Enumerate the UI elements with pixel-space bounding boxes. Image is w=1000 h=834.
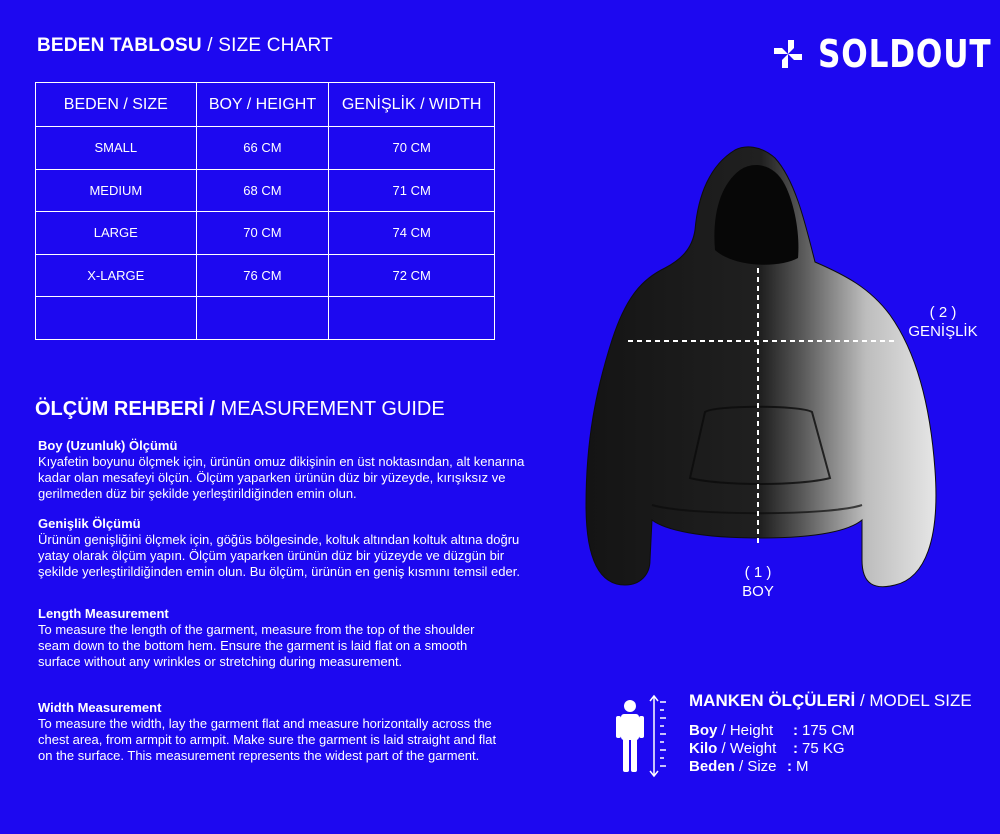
table-row	[36, 254, 495, 297]
guide-section-length-tr	[38, 438, 548, 502]
height-cell: 76 CM	[196, 254, 329, 297]
height-cell: 66 CM	[196, 127, 329, 170]
model-key-bold: Beden	[689, 758, 735, 775]
size-table	[35, 82, 495, 340]
model-key-light: / Height	[717, 722, 774, 739]
size-cell	[36, 297, 197, 340]
col-header-width: GENİŞLİK / WIDTH	[329, 83, 495, 127]
soldout-logo-icon	[770, 36, 806, 72]
length-label-text: BOY	[742, 583, 774, 600]
size-cell: SMALL	[36, 127, 197, 170]
title-bold: BEDEN TABLOSU	[37, 35, 202, 56]
guide-heading: Length Measurement	[38, 606, 169, 621]
width-cell	[329, 297, 495, 340]
guide-body: To measure the length of the garment, measure from the top of the shoulder seam down to the bottom hem. Ensure the garment is laid flat on a smooth surface without any wrinkles or stretching during measurement.	[38, 622, 475, 669]
title-light: / SIZE CHART	[201, 35, 333, 56]
model-row-size	[689, 758, 855, 776]
model-value: 175 CM	[802, 722, 855, 739]
width-label-num: ( 2 )	[929, 304, 957, 321]
width-label	[898, 303, 988, 341]
guide-body: Ürünün genişliğini ölçmek için, göğüs bölgesinde, koltuk altından koltuk altına doğru yatay olarak ölçüm yapın. Ölçüm yaparken ürünün düz bir yüzeyde ve düzgün bir şekilde yerleştirildiğinden emin olun. Bu ölçüm, ürünün en geniş kısmını temsil eder.	[38, 532, 520, 579]
height-cell: 70 CM	[196, 212, 329, 255]
guide-body: To measure the width, lay the garment flat and measure horizontally across the chest area, from armpit to armpit. Make sure the garment is laid straight and flat on the surface. This measurement represents the widest part of the garment.	[38, 716, 497, 763]
table-row	[36, 127, 495, 170]
guide-heading: Genişlik Ölçümü	[38, 516, 141, 531]
guide-body: Kıyafetin boyunu ölçmek için, ürünün omuz dikişinin en üst noktasından, alt kenarına kadar olan mesafeyi ölçün. Ölçüm yaparken ürünün düz bir yüzeyde, kırışıksız ve gerilmeden düz bir şekilde yerleştirildiğinden emin olun.	[38, 454, 525, 501]
model-size-list	[689, 722, 855, 776]
hoodie-illustration	[580, 140, 950, 600]
model-key-bold: Kilo	[689, 740, 718, 757]
model-row-height	[689, 722, 855, 740]
length-label	[718, 563, 798, 601]
size-cell: LARGE	[36, 212, 197, 255]
height-cell: 68 CM	[196, 169, 329, 212]
width-cell: 74 CM	[329, 212, 495, 255]
model-title-bold: MANKEN ÖLÇÜLERİ	[689, 691, 856, 710]
guide-title	[35, 398, 445, 421]
table-row-empty	[36, 297, 495, 340]
length-label-num: ( 1 )	[744, 564, 772, 581]
brand-wordmark: SOLDOUT	[818, 32, 992, 76]
size-cell: X-LARGE	[36, 254, 197, 297]
table-header-row	[36, 83, 495, 127]
size-cell: MEDIUM	[36, 169, 197, 212]
model-height-icon	[612, 692, 672, 780]
model-row-weight	[689, 740, 855, 758]
width-cell: 71 CM	[329, 169, 495, 212]
guide-heading: Width Measurement	[38, 700, 162, 715]
model-key-bold: Boy	[689, 722, 718, 739]
brand-logo	[770, 32, 1000, 76]
model-sep: :	[787, 758, 792, 775]
model-key-light: / Size	[734, 758, 777, 775]
col-header-height: BOY / HEIGHT	[196, 83, 329, 127]
guide-heading: Boy (Uzunluk) Ölçümü	[38, 438, 178, 453]
model-sep: :	[793, 740, 798, 757]
width-cell: 70 CM	[329, 127, 495, 170]
model-value: 75 KG	[802, 740, 845, 757]
table-row	[36, 169, 495, 212]
height-cell	[196, 297, 329, 340]
table-row	[36, 212, 495, 255]
model-value: M	[796, 758, 809, 775]
page-title	[37, 35, 333, 57]
guide-title-bold: ÖLÇÜM REHBERİ /	[35, 398, 215, 420]
width-label-text: GENİŞLİK	[908, 323, 978, 340]
model-title-light: / MODEL SIZE	[855, 691, 972, 710]
width-cell: 72 CM	[329, 254, 495, 297]
model-size-title	[689, 691, 972, 711]
guide-title-light: MEASUREMENT GUIDE	[215, 398, 445, 420]
col-header-size: BEDEN / SIZE	[36, 83, 197, 127]
model-key-light: / Weight	[717, 740, 777, 757]
model-sep: :	[793, 722, 798, 739]
guide-section-width-en	[38, 700, 498, 764]
guide-section-width-tr	[38, 516, 528, 580]
guide-section-length-en	[38, 606, 498, 670]
